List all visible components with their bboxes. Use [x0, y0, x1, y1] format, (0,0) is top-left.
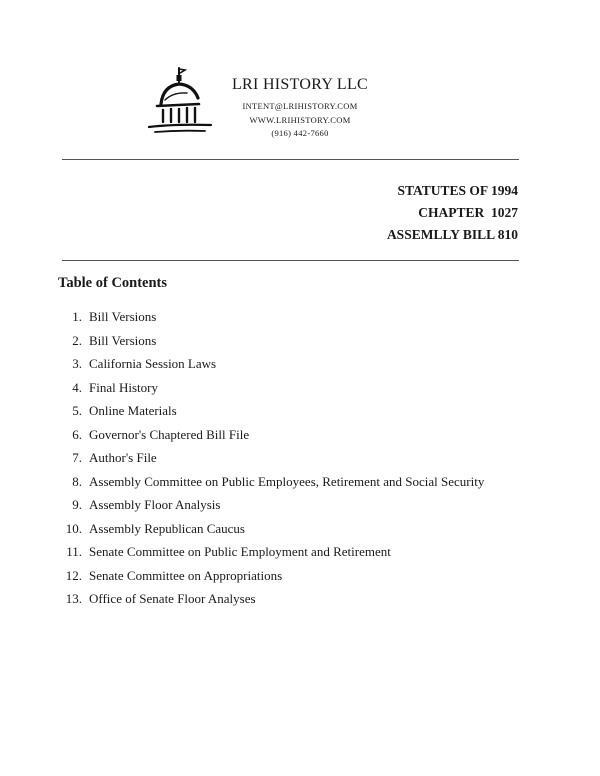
toc-item-label: Bill Versions	[89, 309, 157, 324]
toc-item	[58, 587, 484, 611]
toc-item-label: Online Materials	[89, 403, 177, 418]
toc-item-label: California Session Laws	[89, 356, 217, 371]
company-email: INTENT@LRIHISTORY.COM	[242, 101, 358, 111]
toc-item	[58, 493, 484, 517]
toc-item-label: Assembly Republican Caucus	[89, 520, 245, 536]
toc-item-label: Bill Versions	[89, 332, 157, 348]
toc-list	[58, 305, 484, 611]
toc-item	[58, 329, 484, 353]
toc-item	[58, 376, 484, 400]
toc-title: Table of Contents	[58, 275, 168, 291]
statute-bill: ASSEMLLY BILL 810	[386, 227, 518, 242]
toc-item-number: 3.	[72, 356, 82, 371]
toc-item	[58, 446, 484, 470]
company-block	[230, 76, 370, 141]
bottom-divider	[62, 260, 519, 261]
toc-item-label: Governor's Chaptered Bill File	[89, 426, 250, 442]
toc-item-number: 10.	[65, 520, 82, 536]
toc-item-number: 11.	[66, 544, 82, 559]
capitol-logo	[143, 64, 213, 136]
toc-item	[58, 352, 484, 376]
statute-year: STATUTES OF 1994	[397, 183, 518, 198]
toc-item	[58, 305, 484, 329]
toc-item-label: Assembly Floor Analysis	[89, 497, 221, 512]
statute-chapter: CHAPTER 1027	[418, 205, 518, 220]
company-phone: (916) 442-7660	[271, 128, 329, 138]
toc-item-label: Author's File	[89, 450, 157, 465]
toc-item-number: 6.	[72, 426, 82, 442]
toc-item	[58, 423, 484, 447]
toc-item-number: 2.	[72, 332, 82, 348]
toc-item-number: 5.	[72, 403, 82, 418]
top-divider	[62, 159, 519, 160]
toc-item-label: Assembly Committee on Public Employees, Retirement and Social Security	[89, 473, 485, 489]
toc-item	[58, 564, 484, 588]
toc-item-number: 7.	[72, 450, 82, 465]
toc-item-number: 4.	[72, 379, 82, 395]
company-name: LRI HISTORY LLC	[231, 76, 369, 93]
toc-item-number: 13.	[65, 591, 82, 606]
toc-item-label: Office of Senate Floor Analyses	[89, 591, 256, 606]
toc-item-label: Senate Committee on Appropriations	[89, 567, 283, 583]
toc-item-label: Final History	[89, 379, 158, 395]
toc-item	[58, 470, 484, 494]
toc-item	[58, 540, 484, 564]
company-website: WWW.LRIHISTORY.COM	[249, 114, 351, 125]
statute-block	[387, 180, 518, 246]
toc-item-label: Senate Committee on Public Employment and Retirement	[89, 544, 391, 559]
toc-item-number: 8.	[72, 473, 82, 489]
toc-item	[58, 517, 484, 541]
toc-item	[58, 399, 484, 423]
toc-item-number: 1.	[72, 309, 82, 324]
toc-item-number: 12.	[65, 567, 82, 583]
toc-item-number: 9.	[72, 497, 82, 512]
